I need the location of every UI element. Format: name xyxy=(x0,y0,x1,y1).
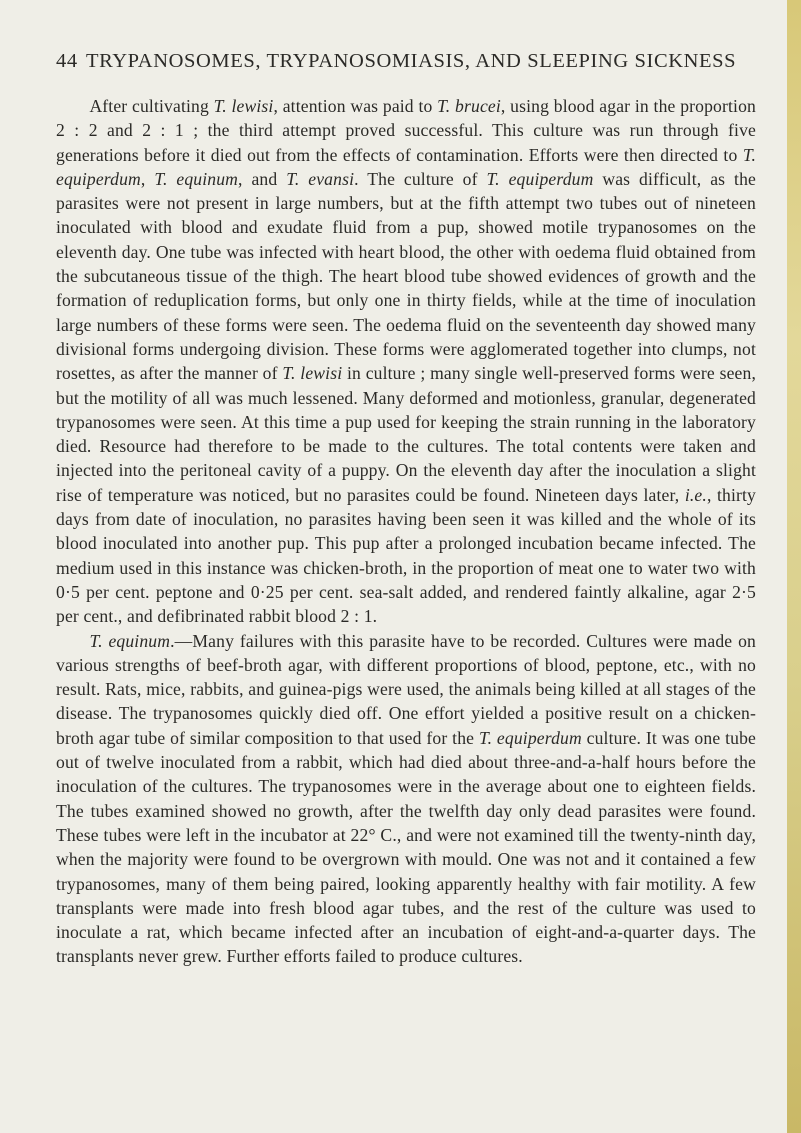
running-header xyxy=(56,50,756,76)
paragraph xyxy=(56,629,756,969)
page-number: 44 xyxy=(56,50,78,72)
italic-term: i.e. xyxy=(684,484,707,505)
italic-term: T. lewisi xyxy=(282,363,343,384)
italic-term: T. equiperdum xyxy=(486,168,594,189)
text-run: , xyxy=(140,168,155,189)
text-run: , attention was paid to xyxy=(273,96,438,116)
italic-term: T. lewisi xyxy=(213,96,274,116)
body-text xyxy=(56,94,756,969)
book-page xyxy=(56,50,756,969)
text-run: . The culture of xyxy=(354,168,487,189)
italic-term: T. brucei xyxy=(437,96,501,116)
text-run: in culture ; many single well-preserved forms were seen, but the motility of all was much lessened. Many deformed and motionless, granular, degenerated trypanosomes were seen. At this time a pup used for keeping the strain running in the laboratory died. Resource had therefore to be made to the cultures. The total contents were taken and injected into the peritoneal cavity of a puppy. On the eleventh day after the inoculation a slight rise of temperature was noticed, but no parasites could be found. Nineteen days later, xyxy=(56,363,756,505)
text-run: After cultivating xyxy=(89,96,214,116)
text-run: , using blood agar in the proportion 2 : 2 and 2 : 1 ; the third attempt proved successful. This culture was run through five generations before it died out from the effects of contamination. Efforts were then directed to xyxy=(56,96,756,165)
text-run: was difficult, as the parasites were not present in large numbers, but at the fifth attempt two tubes out of nineteen inoculated with blood and exudate fluid from a pup, showed motile trypanosomes on the eleventh day. One tube was infected with heart blood, the other with oedema fluid obtained from the subcutaneous tissue of the thigh. The heart blood tube showed evidences of growth and the formation of reduplication forms, but only one in thirty fields, while at the time of inoculation large numbers of these forms were seen. The oedema fluid on the seventeenth day showed many divisional forms undergoing division. These forms were agglomerated together into clumps, not rosettes, as after the manner of xyxy=(56,168,756,384)
italic-term: T. equinum xyxy=(89,630,171,651)
text-run: , and xyxy=(238,168,287,189)
text-run: , thirty days from date of inoculation, no parasites having been seen it was killed and the whole of its blood inoculated into another pup. This pup after a prolonged incubation became infected. The medium used in this instance was chicken-broth, in the proportion of meat one to water two with 0·5 per cent. peptone and 0·25 per cent. sea-salt added, and rendered faintly alkaline, agar 2·5 per cent., and defibrinated rabbit blood 2 : 1. xyxy=(56,484,756,627)
text-run: .—Many failures with this parasite have to be recorded. Cultures were made on various strengths of beef-broth agar, with different proportions of blood, peptone, etc., with no result. Rats, mice, rabbits, and guinea-pigs were used, the animals being killed at all stages of the disease. The trypanosomes quickly died off. One effort yielded a positive result on a chicken-broth agar tube of similar composition to that used for the xyxy=(56,630,756,748)
page-edge-shading xyxy=(787,0,801,1133)
italic-term: T. equiperdum xyxy=(478,727,582,748)
italic-term: T. equiperdum xyxy=(56,144,756,189)
italic-term: T. equinum xyxy=(154,168,239,189)
text-run: culture. It was one tube out of twelve inoculated from a rabbit, which had died about three-and-a-half hours before the inoculation of the cultures. The trypanosomes were in the average about one to eighteen fields. The tubes examined showed no growth, after the twelfth day only dead parasites were found. These tubes were left in the incubator at 22° C., and were not examined till the twenty-ninth day, when the majority were found to be overgrown with mould. One was not and it contained a few trypanosomes, many of them being paired, looking apparently healthy with fair motility. A few transplants were made into fresh blood agar tubes, and the rest of the culture was used to inoculate a rat, which became infected after an incubation of eight-and-a-quarter days. The transplants never grew. Further efforts failed to produce cultures. xyxy=(56,727,756,967)
paragraph xyxy=(56,94,756,629)
running-title: TRYPANOSOMES, TRYPANOSOMIASIS, AND SLEEPING SICKNESS xyxy=(86,50,737,72)
italic-term: T. evansi xyxy=(286,168,355,189)
